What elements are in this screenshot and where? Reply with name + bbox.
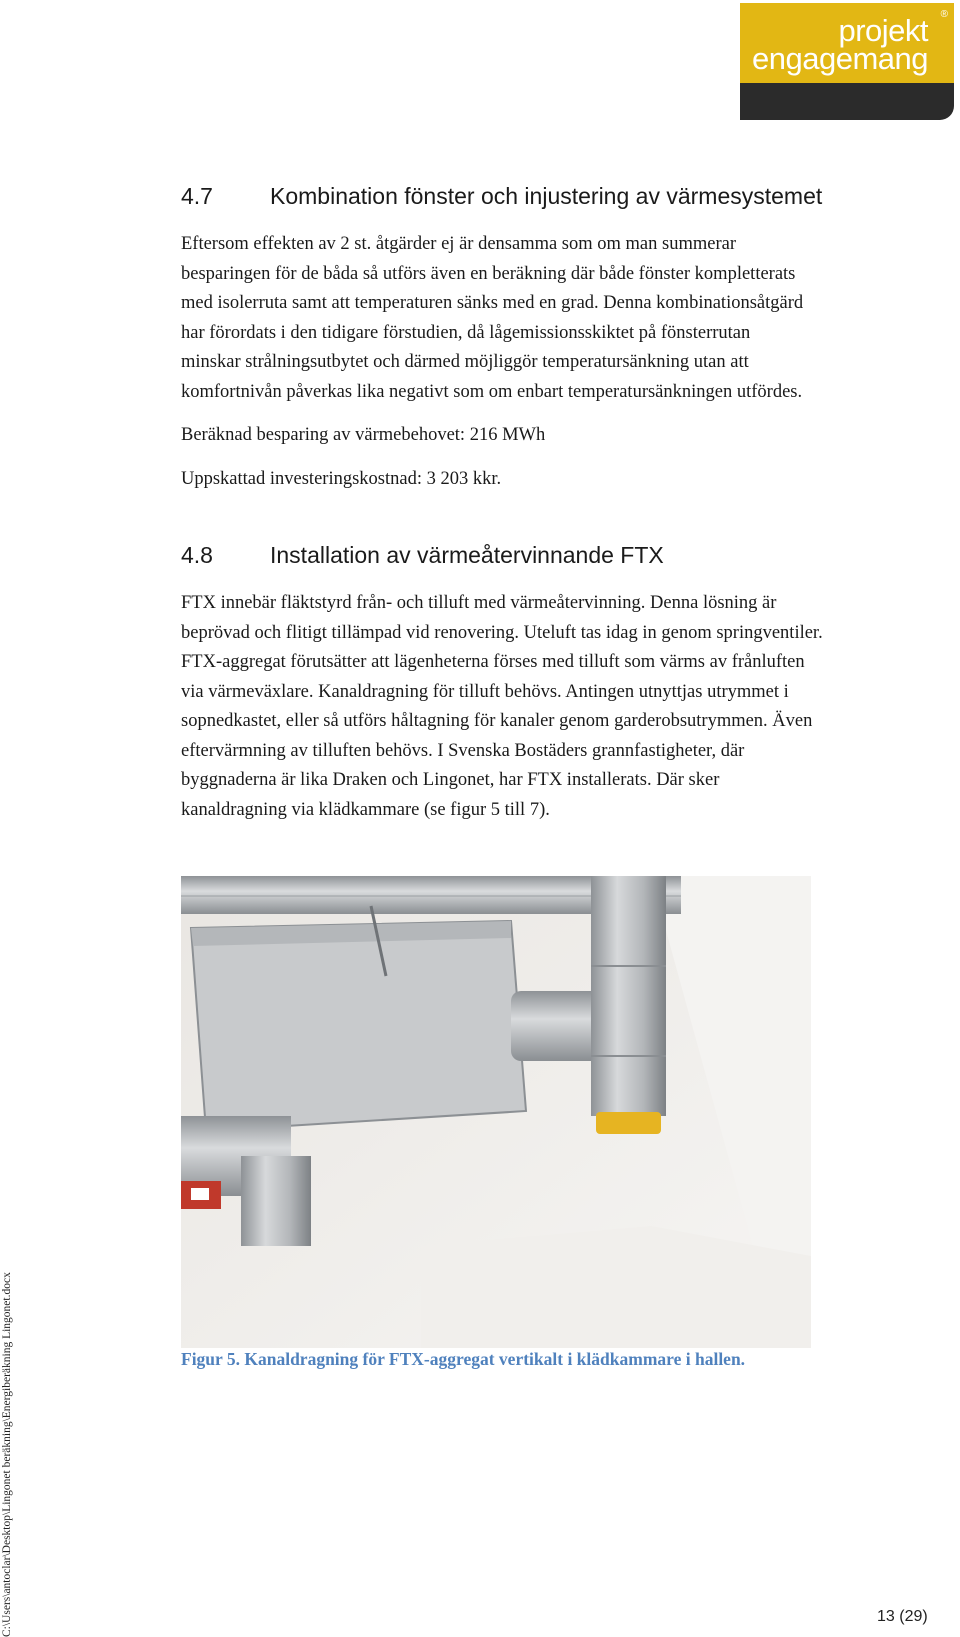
- paragraph-line: FTX innebär fläktstyrd från- och tilluft med värmeåtervinning. Denna lösning är: [181, 593, 777, 613]
- section-paragraph: [181, 230, 921, 407]
- ventilation-duct-illustration: [181, 876, 811, 1348]
- paragraph-line: via värmeväxlare. Kanaldragning för tilluft behövs. Antingen utnyttjas utrymmet i: [181, 681, 789, 702]
- paragraph-line: komfortnivån påverkas lika negativt som om enbart temperatursänkningen utfördes.: [181, 381, 803, 402]
- paragraph-line: minskar strålningsutbytet och därmed möjliggör temperatursänkning utan att: [181, 352, 749, 372]
- logo-text-line2: engagemang: [752, 41, 928, 76]
- paragraph-line: har förordats i den tidigare förstudien, då lågemissionsskiktet på fönsterrutan: [181, 322, 751, 343]
- section-heading-4-7: [181, 183, 822, 210]
- logo-text-line1: projekt: [838, 13, 928, 48]
- paragraph-line: FTX-aggregat förutsätter att lägenheterna förses med tilluft som värms av frånluften: [181, 652, 805, 672]
- paragraph-line: byggnaderna är lika Draken och Lingonet, har FTX installerats. Där sker: [181, 770, 720, 790]
- section-number: 4.8: [181, 542, 213, 568]
- section-title: Installation av värmeåtervinnande FTX: [270, 542, 664, 568]
- section-heading-4-8: [181, 542, 664, 569]
- paragraph-line: kanaldragning via klädkammare (se figur 5 till 7).: [181, 799, 550, 820]
- paragraph-line: beprövad och flitigt tillämpad vid renovering. Uteluft tas idag in genom springventiler.: [181, 622, 823, 643]
- paragraph-line: eftervärmning av tilluften behövs. I Svenska Bostäders grannfastigheter, där: [181, 740, 745, 761]
- cost-line: Uppskattad investeringskostnad: 3 203 kkr.: [181, 469, 502, 489]
- section-number: 4.7: [181, 183, 213, 209]
- logo-registered-mark: ®: [940, 9, 948, 20]
- figure-caption: Figur 5. Kanaldragning för FTX-aggregat vertikalt i klädkammare i hallen.: [181, 1349, 746, 1369]
- document-file-path: C:\Users\antoclar\Desktop\Lingonet beräkning\Energiberäkning Lingonet.docx: [1, 1272, 13, 1637]
- paragraph-line: Eftersom effekten av 2 st. åtgärder ej är densamma som om man summerar: [181, 234, 736, 254]
- figure-photo: [181, 876, 811, 1348]
- paragraph-line: sopnedkastet, eller så utförs håltagning för kanaler genom garderobsutrymmen. Även: [181, 711, 813, 731]
- paragraph-line: besparingen för de båda så utförs även en beräkning där både fönster kompletterats: [181, 263, 796, 284]
- paragraph-line: med isolerruta samt att temperaturen sänks med en grad. Denna kombinationsåtgärd: [181, 293, 804, 313]
- section-paragraph: [181, 589, 921, 825]
- page-number: 13 (29): [877, 1608, 928, 1625]
- section-title: Kombination fönster och injustering av värmesystemet: [270, 183, 823, 209]
- company-logo: [740, 3, 954, 120]
- savings-line: Beräknad besparing av värmebehovet: 216 MWh: [181, 425, 546, 445]
